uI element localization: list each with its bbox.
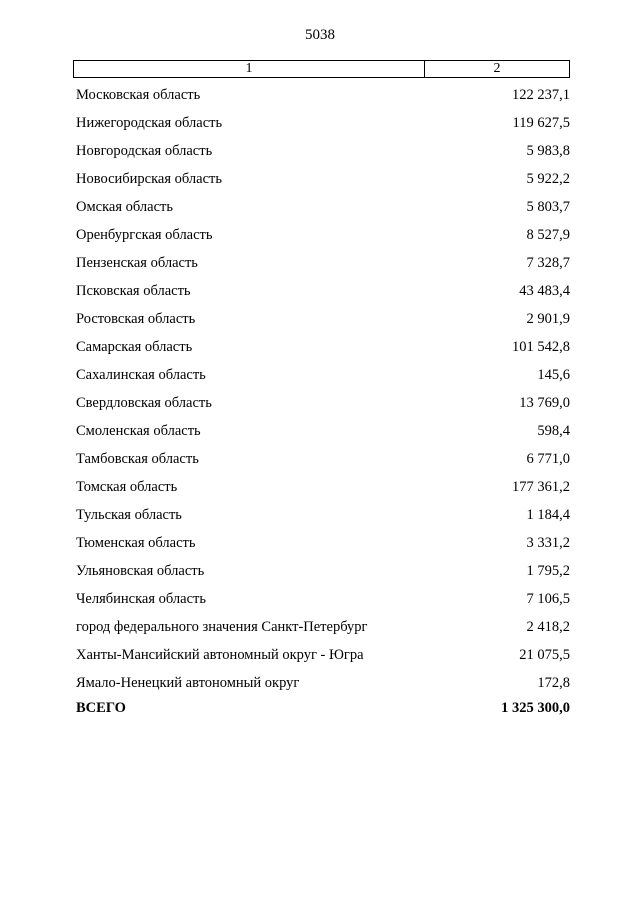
region-value: 6 771,0 — [526, 450, 570, 467]
region-name: город федерального значения Санкт-Петербург — [76, 618, 368, 635]
table-row — [73, 501, 570, 529]
region-value: 13 769,0 — [519, 394, 570, 411]
region-value: 145,6 — [537, 366, 570, 383]
region-name: Томская область — [76, 478, 178, 495]
table-row — [73, 557, 570, 585]
table-header — [73, 60, 570, 78]
region-name: Омская область — [76, 198, 173, 215]
region-name: Нижегородская область — [76, 114, 223, 131]
region-name: Псковская область — [76, 282, 191, 299]
table-row — [73, 585, 570, 613]
column-header-1: 1 — [74, 61, 425, 77]
region-value: 2 901,9 — [526, 310, 570, 327]
region-name: Пензенская область — [76, 254, 198, 271]
region-name: Тамбовская область — [76, 450, 199, 467]
region-value: 43 483,4 — [519, 282, 570, 299]
table-row — [73, 193, 570, 221]
region-name: Московская область — [76, 86, 201, 103]
region-name: Ямало-Ненецкий автономный округ — [76, 674, 300, 691]
region-value: 1 795,2 — [526, 562, 570, 579]
region-name: Свердловская область — [76, 394, 212, 411]
page-number: 5038 — [305, 27, 335, 43]
table-row — [73, 249, 570, 277]
region-value: 1 184,4 — [526, 506, 570, 523]
table-row — [73, 305, 570, 333]
region-name: Челябинская область — [76, 590, 206, 607]
region-value: 7 106,5 — [526, 590, 570, 607]
table-row — [73, 137, 570, 165]
region-value: 119 627,5 — [512, 114, 570, 131]
region-value: 5 983,8 — [526, 142, 570, 159]
region-value: 21 075,5 — [519, 646, 570, 663]
region-value: 5 803,7 — [526, 198, 570, 215]
table-row — [73, 641, 570, 669]
region-name: Сахалинская область — [76, 366, 206, 383]
table-row — [73, 277, 570, 305]
region-name: Самарская область — [76, 338, 193, 355]
region-value: 7 328,7 — [526, 254, 570, 271]
total-label: ВСЕГО — [76, 699, 126, 716]
region-name: Оренбургская область — [76, 226, 213, 243]
table-body — [73, 81, 570, 719]
table-row — [73, 221, 570, 249]
table-row — [73, 445, 570, 473]
table-row — [73, 333, 570, 361]
region-value: 172,8 — [537, 674, 570, 691]
region-name: Тульская область — [76, 506, 182, 523]
table-row — [73, 81, 570, 109]
region-value: 8 527,9 — [526, 226, 570, 243]
total-value: 1 325 300,0 — [501, 699, 570, 716]
region-value: 598,4 — [537, 422, 570, 439]
table-row — [73, 361, 570, 389]
region-value: 122 237,1 — [512, 86, 570, 103]
table-row — [73, 389, 570, 417]
total-row — [73, 697, 570, 719]
table-row — [73, 529, 570, 557]
table-row — [73, 417, 570, 445]
region-name: Ханты-Мансийский автономный округ - Югра — [76, 646, 364, 663]
region-name: Смоленская область — [76, 422, 201, 439]
region-value: 101 542,8 — [512, 338, 570, 355]
table-row — [73, 669, 570, 697]
region-value: 5 922,2 — [526, 170, 570, 187]
region-name: Новгородская область — [76, 142, 213, 159]
table-row — [73, 109, 570, 137]
table-row — [73, 165, 570, 193]
table-row — [73, 613, 570, 641]
region-value: 3 331,2 — [526, 534, 570, 551]
column-header-2: 2 — [493, 61, 501, 76]
region-name: Тюменская область — [76, 534, 196, 551]
region-value: 177 361,2 — [512, 478, 570, 495]
region-name: Новосибирская область — [76, 170, 222, 187]
region-value: 2 418,2 — [526, 618, 570, 635]
region-name: Ростовская область — [76, 310, 196, 327]
table-row — [73, 473, 570, 501]
region-name: Ульяновская область — [76, 562, 205, 579]
